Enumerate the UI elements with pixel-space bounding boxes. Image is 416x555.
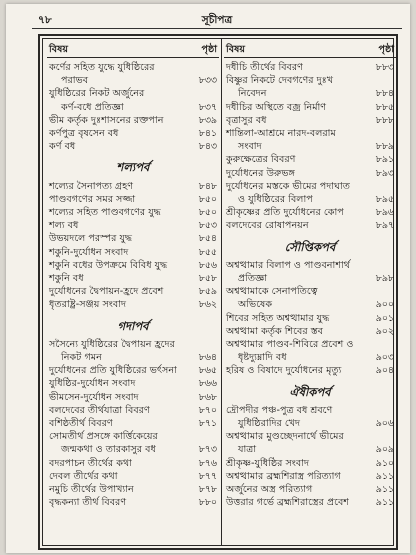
entry-page: ৯০১ [375, 312, 394, 324]
toc-entry [47, 430, 219, 443]
entry-title: উভয়দলে পরস্পর যুদ্ধ [49, 233, 133, 245]
entry-title: শকুনি-দুর্যোধন সংবাদ [49, 246, 129, 258]
toc-entry [224, 351, 396, 364]
entry-title: প্রতিজ্ঞা [238, 273, 268, 285]
toc-entry [224, 193, 396, 206]
left-entry-list [47, 61, 219, 510]
toc-entry [47, 180, 219, 193]
entry-page: ৮৭৮ [198, 484, 217, 496]
toc-entry [224, 298, 396, 311]
entry-page: ৮৭১ [198, 418, 217, 430]
toc-entry [224, 364, 396, 377]
entry-page: ৮৪৩ [198, 141, 217, 153]
entry-title: সোমতীর্থ প্রসঙ্গে কার্ত্তিকেয়ের [49, 431, 158, 443]
page-label: পৃষ্ঠা [201, 44, 217, 55]
toc-entry [224, 430, 396, 443]
toc-entry [47, 377, 219, 390]
entry-page: ৮৫৩ [198, 220, 217, 232]
entry-title: বিষ্ণুর নিকটে দেবগণের দুঃখ [226, 75, 334, 87]
toc-entry [47, 259, 219, 272]
entry-page: ৮৫৬ [198, 259, 217, 271]
toc-entry [224, 206, 396, 219]
entry-page: ৮৮০ [198, 497, 217, 509]
toc-entry [224, 496, 396, 509]
entry-page: ৮৯৩ [375, 167, 394, 179]
toc-entry [224, 87, 396, 100]
toc-entry [224, 417, 396, 430]
section-heading: গদাপর্ব [117, 318, 149, 333]
entry-page: ৯১১ [375, 484, 394, 496]
toc-entry [47, 193, 219, 206]
entry-page: ৮৪৮ [198, 180, 217, 192]
entry-page: ৮৫৮ [198, 273, 217, 285]
toc-entry [47, 338, 219, 351]
entry-page: ৮৩৯ [198, 114, 217, 126]
toc-entry [47, 483, 219, 496]
entry-title: অশ্বত্থামার ব্রহ্মশিরাস্ত্র পরিত্যাগ [226, 470, 341, 482]
entry-title: শল্যের সৈনাপত্য গ্রহণ [49, 180, 134, 192]
entry-page: ৯০৯ [375, 444, 394, 456]
entry-page: ৮৮৩ [375, 62, 394, 73]
entry-page: ৮৪১ [198, 128, 217, 140]
toc-entry [224, 272, 396, 285]
entry-title: নিকট গমন [61, 352, 102, 364]
left-column [47, 43, 219, 510]
toc-entry [47, 246, 219, 259]
entry-page: ৯০৩ [375, 352, 394, 364]
toc-entry [224, 127, 396, 140]
toc-entry [47, 61, 219, 74]
entry-title: বদরপাচন তীর্থের কথা [49, 457, 132, 469]
entry-page: ৮৬২ [198, 299, 217, 311]
entry-title: দুর্যোধনের মস্তকে ভীমের পদাঘাত [226, 180, 350, 192]
entry-page: ৮৯১ [375, 154, 394, 166]
toc-entry [47, 285, 219, 298]
section-heading: শল্যপর্ব [116, 160, 150, 175]
section-heading: ঐষীকপর্ব [289, 384, 331, 399]
entry-title: শল্যের সহিত পাণ্ডবগণের যুদ্ধ [49, 207, 161, 219]
entry-title: শকুনি বধ [49, 273, 84, 285]
entry-title: পাণ্ডবগণের সমর সজ্জা [49, 193, 136, 205]
entry-title: অশ্বত্থামার বিলাপ ও পাণ্ডবনাশার্থ [226, 259, 350, 271]
entry-title: কর্ণের সহিত যুদ্ধে যুধিষ্ঠিরের [49, 62, 155, 73]
toc-entry [47, 404, 219, 417]
toc-entry [224, 483, 396, 496]
toc-entry [47, 417, 219, 430]
toc-entry [47, 457, 219, 470]
entry-page: ৮৫৫ [198, 246, 217, 258]
entry-page: ৮৯৫ [375, 194, 394, 206]
entry-page: ৮৯৮ [375, 273, 394, 285]
toc-entry [224, 259, 396, 272]
entry-title: সংবাদ [238, 141, 262, 153]
toc-entry [224, 153, 396, 166]
toc-entry [224, 140, 396, 153]
entry-page: ৯১১ [375, 497, 394, 509]
right-column [224, 43, 396, 510]
toc-entry [224, 443, 396, 456]
toc-entry [224, 180, 396, 193]
entry-title: শান্তিলা-আশ্রমে নারদ-বলরাম [226, 128, 336, 140]
toc-entry [47, 140, 219, 153]
entry-title: অশ্বত্থামার পাণ্ডব-শিবিরে প্রবেশ ও [226, 339, 354, 351]
entry-page: ৮৬৪ [198, 352, 217, 364]
toc-entry [224, 338, 396, 351]
toc-entry [47, 351, 219, 364]
entry-page: ৮৫৪ [198, 233, 217, 245]
entry-page: ৯০৬ [375, 418, 394, 430]
entry-page: ৮৮৪ [375, 88, 394, 100]
entry-title: বলদেবের তীর্থযাত্রা বিবরণ [49, 404, 150, 416]
entry-page: ৯১১ [375, 470, 394, 482]
toc-entry [47, 114, 219, 127]
entry-title: শ্রীকৃষ্ণ-যুধিষ্ঠির সংবাদ [226, 457, 310, 469]
toc-entry [47, 298, 219, 311]
entry-title: দুর্যোধনের উরুভঙ্গ [226, 167, 295, 179]
entry-title: শকুনি বধের উপক্রমে বিবিধ যুদ্ধ [49, 259, 168, 271]
toc-entry [224, 312, 396, 325]
toc-entry [47, 74, 219, 87]
right-entry-list [224, 61, 396, 510]
entry-page: ৮৫৯ [198, 286, 217, 298]
toc-entry [224, 285, 396, 298]
book-page [6, 4, 410, 553]
entry-title: অশ্বত্থামাকে সেনাপতিত্বে [226, 286, 318, 298]
entry-title: নমুচি তীর্থের উপাখ্যান [49, 484, 134, 496]
toc-entry [224, 114, 396, 127]
toc-entry [47, 232, 219, 245]
entry-title: বৃত্রাসুর বধ [226, 114, 267, 126]
entry-title: হরিষ ও বিষাদে দুর্যোধনের মৃত্যু [226, 365, 342, 377]
entry-page: ৮৮৯ [375, 141, 394, 153]
toc-entry [224, 74, 396, 87]
toc-entry [47, 127, 219, 140]
page-label: পৃষ্ঠা [378, 44, 394, 55]
entry-title: ধৃষ্টদ্যুম্নাদি বধ [238, 352, 287, 364]
toc-entry [47, 87, 219, 100]
toc-entry [224, 61, 396, 74]
entry-title: নিবেদন [238, 88, 267, 100]
toc-entry [224, 325, 396, 338]
entry-title: অশ্বত্থামা কর্তৃক শিবের স্তব [226, 325, 323, 337]
page-header [32, 10, 402, 29]
entry-title: অর্জুনের অস্ত্র পরিত্যাগ [226, 484, 313, 496]
entry-page: ৯১০ [375, 457, 394, 469]
entry-title: দেবল তীর্থের কথা [49, 470, 118, 482]
entry-title: দুর্যোধনের দ্বৈপায়ন-হ্রদে প্রবেশ [49, 286, 164, 298]
toc-entry [224, 167, 396, 180]
toc-entry [47, 101, 219, 114]
contents-frame [38, 34, 398, 550]
entry-page: ৯০৪ [375, 365, 394, 377]
entry-title: যাত্রা [238, 444, 257, 456]
entry-title: বৃদ্ধকন্যা তীর্থ বিবরণ [49, 497, 127, 509]
subject-label: বিষয় [49, 44, 69, 55]
entry-title: যুধিষ্ঠিরাদির খেদ [238, 418, 301, 430]
toc-entry [47, 496, 219, 509]
toc-entry [47, 391, 219, 404]
entry-page: ৮৭৩ [198, 444, 217, 456]
entry-page: ৮৯৭ [375, 220, 394, 232]
entry-title: শিবের সহিত অশ্বত্থামার যুদ্ধ [226, 312, 330, 324]
entry-title: কর্ণপুত্র বৃষসেন বধ [49, 128, 119, 140]
toc-entry [47, 219, 219, 232]
entry-title: কুরুক্ষেত্রের বিবরণ [226, 154, 296, 166]
entry-title: যুধিষ্ঠির-দুর্যোধন সংবাদ [49, 378, 136, 390]
entry-page: ৯০২ [375, 325, 394, 337]
entry-title: যুধিষ্ঠিরের নিকট অর্জুনের [49, 88, 145, 100]
entry-title: বশিষ্ঠতীর্থ বিবরণ [49, 418, 113, 430]
entry-title: দ্রৌপদীর পঞ্চ-পুত্র বধ শ্রবণে [226, 404, 333, 416]
toc-entry [47, 470, 219, 483]
entry-title: কর্ণ বধ [49, 141, 76, 153]
entry-page: ৮৭০ [198, 404, 217, 416]
toc-entry [224, 470, 396, 483]
entry-title: ও যুধিষ্ঠিরের বিলাপ [238, 194, 313, 206]
entry-title: ভীম কর্তৃক দুঃশাসনের রক্তপান [49, 114, 164, 126]
entry-page: ৮৭৬ [198, 457, 217, 469]
contents-frame-inner [42, 38, 394, 546]
toc-entry [224, 404, 396, 417]
entry-title: সসৈন্যে যুধিষ্ঠিরের দ্বৈপায়ন হ্রদের [49, 338, 175, 350]
section-heading: সৌপ্তিকপর্ব [284, 239, 336, 254]
entry-title: অশ্বত্থামার মুণ্ডচ্ছেদনার্থে ভীমের [226, 431, 344, 443]
column-divider [221, 39, 222, 545]
entry-page: ৮৬৫ [198, 365, 217, 377]
entry-page: ৮৫০ [198, 193, 217, 205]
toc-entry [47, 272, 219, 285]
entry-page: ৮৬৮ [198, 391, 217, 403]
entry-title: ধৃতরাষ্ট্র-সঞ্জয় সংবাদ [49, 299, 127, 311]
page-number: ৭৮ [38, 14, 52, 26]
entry-title: বলদেবের রোষাপনয়ন [226, 220, 309, 232]
entry-title: কর্ণ-বধে প্রতিজ্ঞা [61, 101, 124, 113]
entry-page: ৮৫০ [198, 207, 217, 219]
right-column-header [224, 43, 396, 58]
subject-label: বিষয় [226, 44, 246, 55]
entry-title: অভিষেক [238, 299, 273, 311]
entry-page: ৮৮৮ [375, 114, 394, 126]
toc-entry [224, 101, 396, 114]
entry-title: দধীচির অস্থিতে বজ্র নির্মাণ [226, 101, 327, 113]
entry-page: ৮৩৭ [198, 101, 217, 113]
entry-title: দুর্যোধনের প্রতি যুধিষ্ঠিরের ভর্ৎসনা [49, 365, 177, 377]
entry-page: ৯০০ [375, 299, 394, 311]
left-column-header [47, 43, 219, 58]
entry-page: ৮৯৬ [375, 207, 394, 219]
toc-entry [47, 443, 219, 456]
entry-page: ৮৭৭ [198, 470, 217, 482]
entry-page: ৮৩৩ [198, 75, 217, 87]
entry-title: পরাভব [61, 75, 89, 87]
entry-title: দধীচি তীর্থের বিবরণ [226, 62, 303, 73]
entry-title: শল্য বধ [49, 220, 79, 232]
toc-entry [47, 364, 219, 377]
entry-title: ভীমসেন-দুর্যোধন সংবাদ [49, 391, 139, 403]
page-title: সূচীপত্র [201, 14, 233, 26]
entry-title: জন্মকথা ও তারকাসুর বধ [61, 444, 156, 456]
toc-entry [224, 219, 396, 232]
entry-page: ৮৮৫ [375, 101, 394, 113]
toc-entry [224, 457, 396, 470]
toc-entry [47, 206, 219, 219]
entry-title: উত্তরার গর্ভে ব্রহ্মশিরাস্ত্রের প্রবেশ [226, 497, 349, 509]
entry-page: ৮৬৬ [198, 378, 217, 390]
entry-title: শ্রীকৃষ্ণের প্রতি দুর্যোধনের কোপ [226, 207, 344, 219]
